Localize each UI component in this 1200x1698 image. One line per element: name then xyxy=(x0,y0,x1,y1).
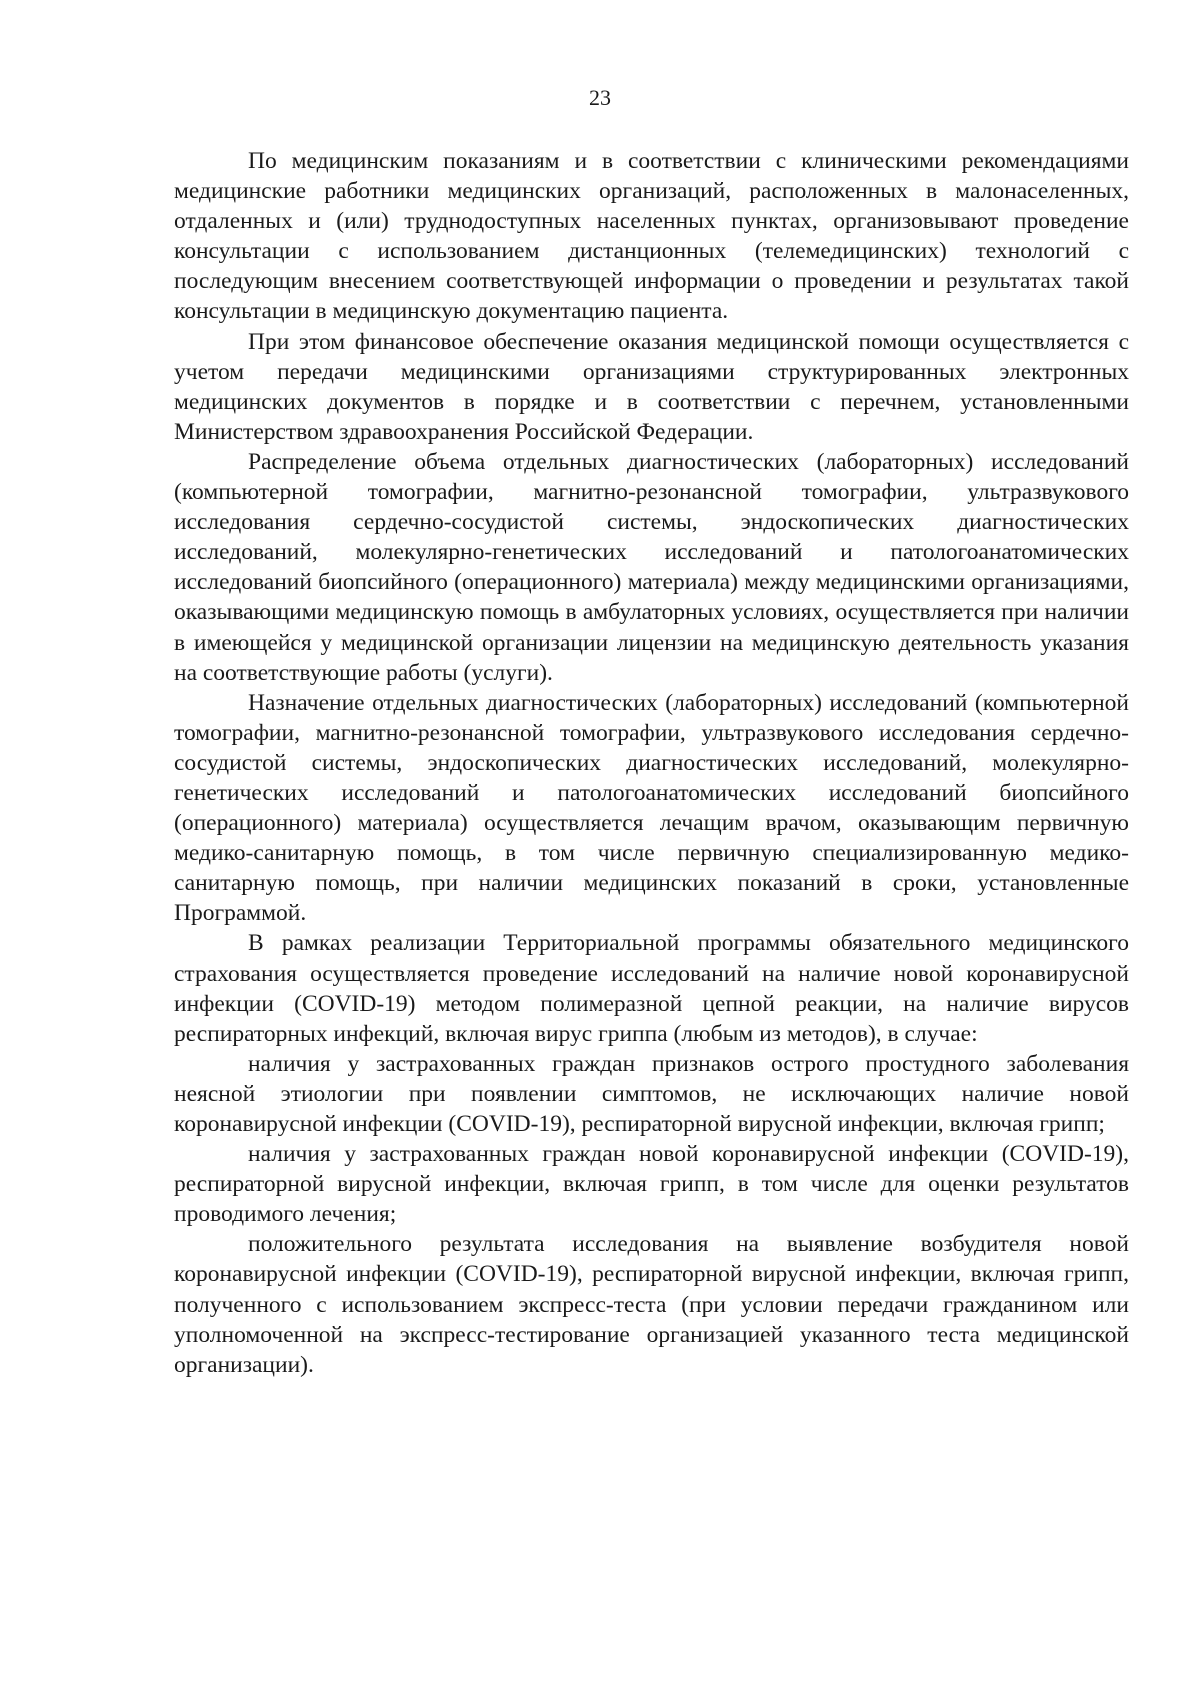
paragraph-financial-support: При этом финансовое обеспечение оказания медицинской помощи осуществляется с учетом передачи медицинскими организациями структурированных электронных медицинских документов в порядке и в соответствии с перечнем, установленными Министерством здравоохранения Российской Федерации. xyxy=(174,328,1129,445)
list-item-confirmed-infection: наличия у застрахованных граждан новой коронавирусной инфекции (COVID-19), респираторной вирусной инфекции, включая грипп, в том числе для оценки результатов проводимого лечения; xyxy=(174,1141,1129,1228)
list-item-acute-symptoms: наличия у застрахованных граждан признаков острого простудного заболевания неясной этиологии при появлении симптомов, не исключающих наличие новой коронавирусной инфекции (COVID-19), респираторной вирусной инфекции, включая грипп; xyxy=(174,1050,1129,1137)
paragraph-covid-testing: В рамках реализации Территориальной программы обязательного медицинского страхования осуществляется проведение исследований на наличие новой коронавирусной инфекции (COVID-19) методом полимеразной цепной реакции, на наличие вирусов респираторных инфекций, включая вирус гриппа (любым из методов), в случае: xyxy=(174,930,1129,1047)
paragraph-telemedicine-consultations: По медицинским показаниям и в соответствии с клиническими рекомендациями медицинские работники медицинских организаций, расположенных в малонаселенных, отдаленных и (или) труднодоступных населенных пунктах, организовывают проведение консультации с использованием дистанционных (телемедицинских) технологий с последующим внесением соответствующей информации о проведении и результатах такой консультации в медицинскую документацию пациента. xyxy=(174,148,1129,325)
paragraph-diagnostic-prescription: Назначение отдельных диагностических (лабораторных) исследований (компьютерной томографии, магнитно-резонансной томографии, ультразвукового исследования сердечно-сосудистой системы, эндоскопических диагностических исследований, молекулярно-генетических исследований и патологоанатомических исследований биопсийного (операционного) материала) осуществляется лечащим врачом, оказывающим первичную медико-санитарную помощь, в том числе первичную специализированную медико-санитарную помощь, при наличии медицинских показаний в сроки, установленные Программой. xyxy=(174,689,1129,927)
page-number: 23 xyxy=(589,85,611,110)
list-item-express-test-positive: положительного результата исследования на выявление возбудителя новой коронавирусной инфекции (COVID-19), респираторной вирусной инфекции, включая грипп, полученного с использованием экспресс-теста (при условии передачи гражданином или уполномоченной на экспресс-тестирование организацией указанного теста медицинской организации). xyxy=(174,1231,1129,1378)
document-body xyxy=(174,146,1129,1380)
paragraph-diagnostic-distribution: Распределение объема отдельных диагностических (лабораторных) исследований (компьютерной томографии, магнитно-резонансной томографии, ультразвукового исследования сердечно-сосудистой системы, эндоскопических диагностических исследований, молекулярно-генетических исследований и патологоанатомических исследований биопсийного (операционного) материала) между медицинскими организациями, оказывающими медицинскую помощь в амбулаторных условиях, осуществляется при наличии в имеющейся у медицинской организации лицензии на медицинскую деятельность указания на соответствующие работы (услуги). xyxy=(174,448,1129,686)
